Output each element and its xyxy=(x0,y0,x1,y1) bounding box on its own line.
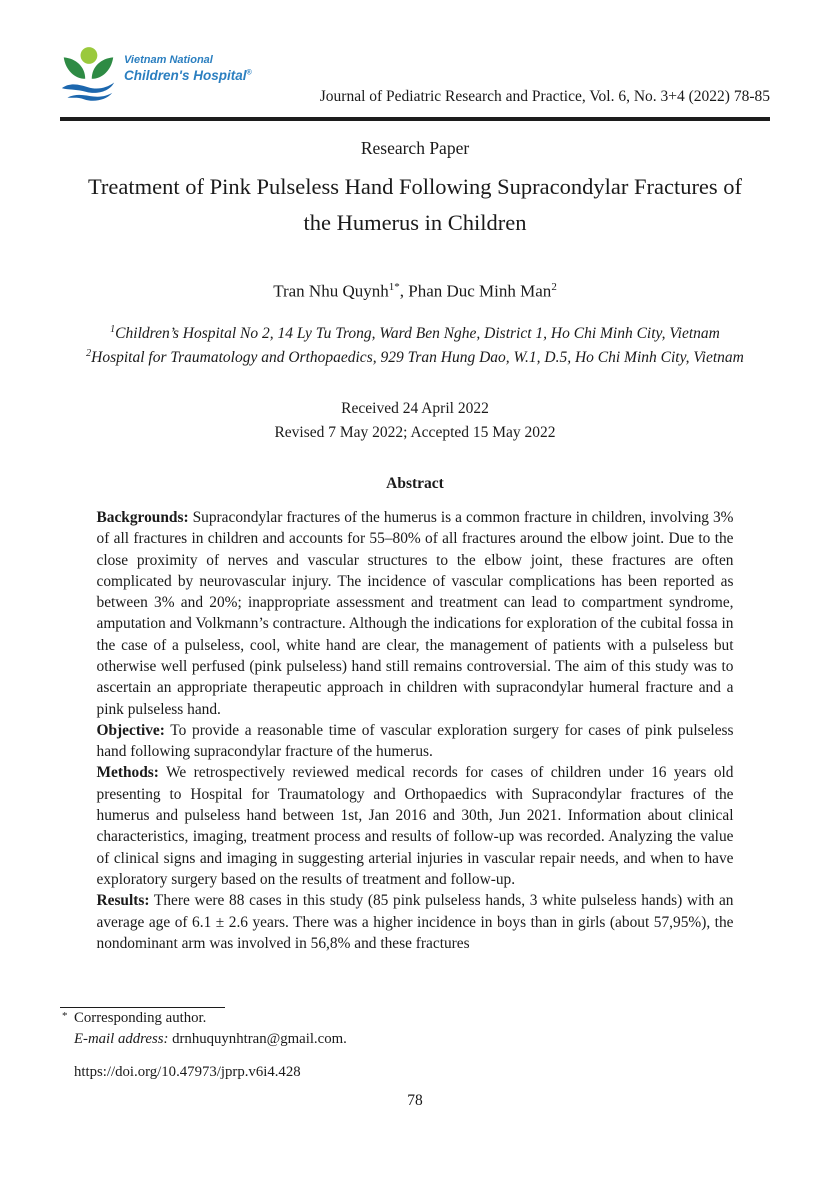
doi-link: https://doi.org/10.47973/jprp.v6i4.428 xyxy=(74,1064,301,1080)
page-footer xyxy=(60,1007,770,1110)
page-header xyxy=(60,40,770,108)
email-address: drnhuquynhtran@gmail.com. xyxy=(172,1031,347,1047)
hospital-logo-icon xyxy=(60,44,116,108)
abstract-body xyxy=(97,507,734,954)
header-divider xyxy=(60,117,770,121)
corresponding-author-note: * Corresponding author. xyxy=(60,1008,770,1029)
page-number: 78 xyxy=(407,1092,423,1109)
received-date: Received 24 April 2022 xyxy=(341,399,489,417)
email-note xyxy=(60,1029,770,1050)
logo-line2: Children's Hospital® xyxy=(124,67,252,83)
article-type: Research Paper xyxy=(360,138,470,158)
article-title: Treatment of Pink Pulseless Hand Following Supracondylar Fractures of the Humerus in Children xyxy=(87,174,743,235)
email-label: E-mail address: xyxy=(74,1031,169,1047)
abstract-paragraph-methods: Methods: We retrospectively reviewed medical records for cases of children under 16 years old presenting to Hospital for Traumatology and Orthopaedics with Supracondylar fractures of the humerus and pulseless hand between 1st, Jan 2016 and 30th, Jun 2021. Information about clinical characteristics, imaging, treatment process and results of follow-up was recorded. Analyzing the value of clinical signs and imaging in suggesting arterial injuries in vascular repair needs, and when to have exploratory surgery based on the results of treatment and follow-up. xyxy=(96,764,734,888)
affiliations xyxy=(62,322,768,371)
revised-accepted-date: Revised 7 May 2022; Accepted 15 May 2022 xyxy=(274,424,556,442)
affiliation-1: $^1$Children’s Hospital No 2, 14 Ly Tu Trong, Ward Ben Nghe, District 1, Ho Chi Minh City, Vietnam xyxy=(110,323,720,342)
logo-line1: Vietnam National xyxy=(124,54,213,66)
article-dates xyxy=(60,397,770,446)
author-1-affiliation-mark: 1* xyxy=(388,281,400,293)
author-2: Phan Duc Minh Man xyxy=(408,281,552,301)
abstract-heading: Abstract xyxy=(386,474,444,492)
abstract-paragraph-backgrounds: Backgrounds: Supracondylar fractures of the humerus is a common fracture in children, involving 3% of all fractures in children and accounts for 55–80% of all fractures around the elbow joint. Due to the close proximity of nerves and vascular structures to the elbow joint, these fractures are often complicated by neurovascular injury. The incidence of vascular complications has been reported as between 3% and 20%; inappropriate assessment and treatment can lead to compartment syndrome, amputation and Volkmann’s contracture. Although the indications for exploration of the cubital fossa in the case of a pulseless, cool, white hand are clear, the management of patients with a pulseless but otherwise well perfused (pink pulseless) hand still remains controversial. The aim of this study was to ascertain an appropriate therapeutic approach in children with supracondylar humeral fracture and a pink pulseless hand. xyxy=(96,508,734,718)
affiliation-2: $^2$Hospital for Traumatology and Orthopaedics, 929 Tran Hung Dao, W.1, D.5, Ho Chi Minh City, Vietnam xyxy=(86,348,744,367)
author-2-affiliation-mark: 2 xyxy=(551,281,557,293)
abstract-paragraph-results: Results: There were 88 cases in this study (85 pink pulseless hands, 3 white pulseless hands) with an average age of 6.1 ± 2.6 years. There was a higher incidence in boys than in girls (about 57,95%), the nondominant arm was involved in 56,8% and these fractures xyxy=(96,892,734,952)
footnote-marker: * xyxy=(62,1010,68,1022)
author-1: Tran Nhu Quynh xyxy=(273,281,389,301)
journal-citation: Journal of Pediatric Research and Practice, Vol. 6, No. 3+4 (2022) 78-85 xyxy=(319,88,770,105)
author-separator: , xyxy=(399,281,409,301)
registered-mark: ® xyxy=(246,69,252,77)
hospital-logo xyxy=(60,44,290,108)
hospital-logo-text xyxy=(124,54,252,85)
abstract-paragraph-objective: Objective: To provide a reasonable time of vascular exploration surgery for cases of pink pulseless hand following supracondylar fracture of the humerus. xyxy=(96,721,734,761)
authors-line xyxy=(60,281,770,302)
